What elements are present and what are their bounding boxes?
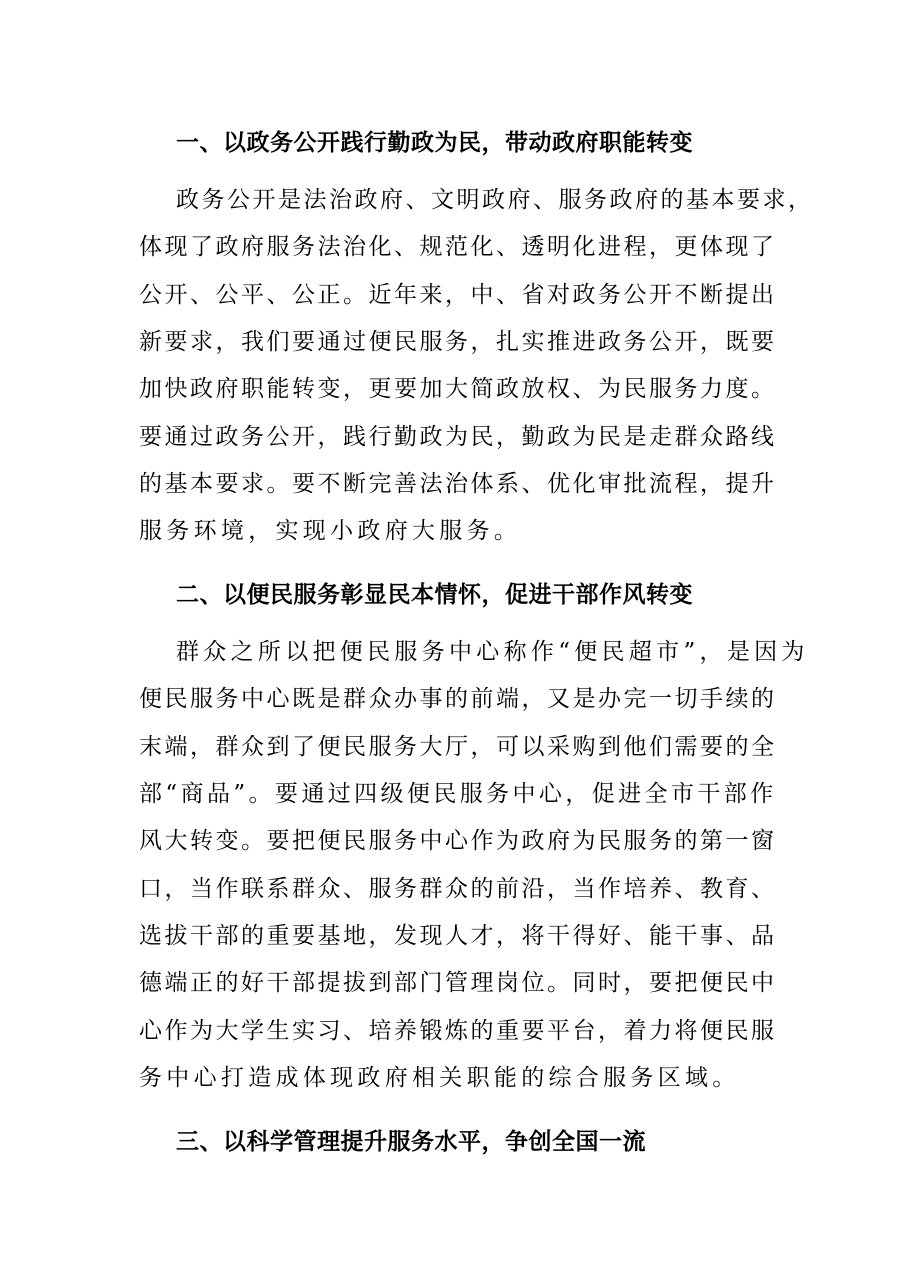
paragraph-line: 德端正的好干部提拔到部门管理岗位。同时，要把便民中: [139, 970, 777, 996]
paragraph-line: 末端，群众到了便民服务大厅，可以采购到他们需要的全: [139, 734, 777, 760]
paragraph-line: 务中心打造成体现政府相关职能的综合服务区域。: [139, 1065, 740, 1091]
paragraph-line: 风大转变。要把便民服务中心作为政府为民服务的第一窗: [139, 828, 777, 854]
paragraph-line: 群众之所以把便民服务中心称作“便民超市”，是因为: [176, 639, 809, 665]
paragraph-line: 部“商品”。要通过四级便民服务中心，促进全市干部作: [139, 781, 777, 807]
paragraph-line: 公开、公平、公正。近年来，中、省对政务公开不断提出: [139, 282, 777, 308]
paragraph-line: 心作为大学生实习、培养锻炼的重要平台，着力将便民服: [139, 1018, 777, 1044]
paragraph-line: 体现了政府服务法治化、规范化、透明化进程，更体现了: [139, 234, 777, 260]
paragraph-line: 政务公开是法治政府、文明政府、服务政府的基本要求，: [176, 187, 814, 213]
section-heading: 一、以政务公开践行勤政为民，带动政府职能转变: [176, 130, 693, 156]
paragraph-line: 新要求，我们要通过便民服务，扎实推进政务公开，既要: [139, 329, 777, 355]
paragraph-line: 的基本要求。要不断完善法治体系、优化审批流程，提升: [139, 471, 777, 497]
paragraph-line: 口，当作联系群众、服务群众的前沿，当作培养、教育、: [139, 876, 777, 902]
paragraph-line: 要通过政务公开，践行勤政为民，勤政为民是走群众路线: [139, 424, 777, 450]
paragraph-line: 服务环境，实现小政府大服务。: [139, 518, 522, 544]
paragraph-line: 选拔干部的重要基地，发现人才，将干得好、能干事、品: [139, 923, 777, 949]
paragraph-line: 加快政府职能转变，更要加大简政放权、为民服务力度。: [139, 376, 777, 402]
paragraph-line: 便民服务中心既是群众办事的前端，又是办完一切手续的: [139, 686, 777, 712]
section-heading: 三、以科学管理提升服务水平，争创全国一流: [176, 1129, 646, 1155]
section-heading: 二、以便民服务彰显民本情怀，促进干部作风转变: [176, 582, 693, 608]
